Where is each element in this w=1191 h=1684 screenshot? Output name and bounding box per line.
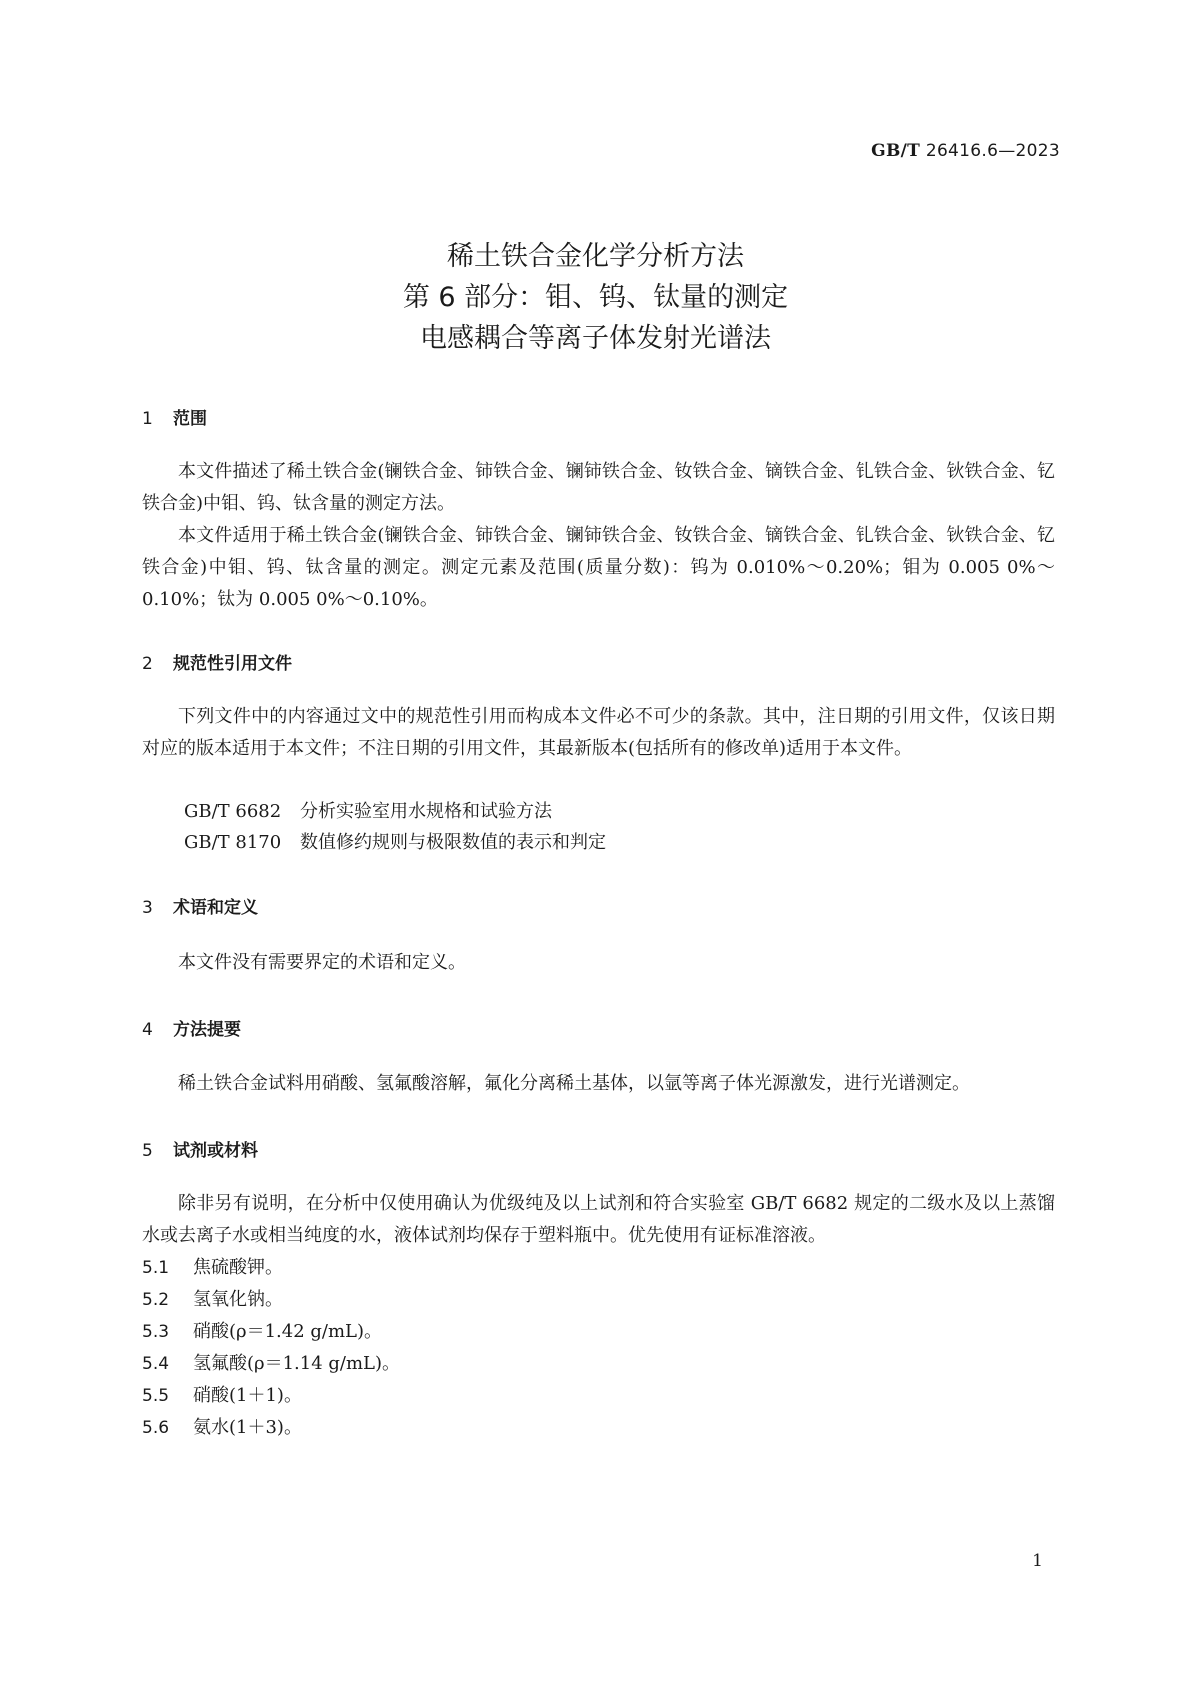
- reagent-item: [142, 1284, 283, 1316]
- section-number: 1: [142, 409, 153, 429]
- standard-prefix: GB/T: [871, 141, 921, 161]
- reagent-item: [142, 1412, 302, 1444]
- reagent-item: [142, 1252, 283, 1284]
- section-heading-normative: [142, 649, 292, 674]
- reference-title: 数值修约规则与极限数值的表示和判定: [300, 832, 606, 853]
- document-title: [0, 236, 1191, 359]
- reference-item: [184, 827, 606, 859]
- reference-item: [184, 796, 552, 828]
- section-number: 3: [142, 898, 153, 918]
- method-paragraph: 稀土铁合金试料用硝酸、氢氟酸溶解，氟化分离稀土基体，以氩等离子体光源激发，进行光谱测定。: [178, 1073, 970, 1094]
- reagent-number: 5.1: [142, 1258, 170, 1278]
- reagent-text: 硝酸(ρ＝1.42 g/mL)。: [193, 1321, 383, 1342]
- reagent-number: 5.3: [142, 1322, 170, 1342]
- section-number: 2: [142, 654, 153, 674]
- reagent-item: [142, 1316, 382, 1348]
- reagent-number: 5.5: [142, 1386, 170, 1406]
- reagent-number: 5.2: [142, 1290, 170, 1310]
- normative-paragraph: 下列文件中的内容通过文中的规范性引用而构成本文件必不可少的条款。其中，注日期的引用文件，仅该日期对应的版本适用于本文件；不注日期的引用文件，其最新版本(包括所有的修改单)适用于本文件。: [142, 706, 1055, 759]
- reagent-text: 氢氧化钠。: [193, 1289, 283, 1310]
- page-number: 1: [1032, 1551, 1043, 1571]
- reagent-number: 5.6: [142, 1418, 170, 1438]
- section-number: 5: [142, 1141, 153, 1161]
- reference-title: 分析实验室用水规格和试验方法: [300, 801, 552, 822]
- title-line-2: 第 6 部分：钼、钨、钛量的测定: [402, 282, 789, 313]
- reagent-item: [142, 1380, 302, 1412]
- reagent-text: 硝酸(1＋1)。: [193, 1385, 302, 1406]
- scope-paragraph-2: 本文件适用于稀土铁合金(镧铁合金、铈铁合金、镧铈铁合金、钕铁合金、镝铁合金、钆铁合金、钬铁合金、钇铁合金)中钼、钨、钛含量的测定。测定元素及范围(质量分数)：钨为 0.010%～0.20%；钼为 0.005 0%～0.10%；钛为 0.005 0%～0.10%。: [142, 525, 1055, 610]
- section-title: 试剂或材料: [173, 1141, 258, 1161]
- section-title: 范围: [173, 409, 207, 429]
- reagents-paragraph: 除非另有说明，在分析中仅使用确认为优级纯及以上试剂和符合实验室 GB/T 6682 规定的二级水及以上蒸馏水或去离子水或相当纯度的水，液体试剂均保存于塑料瓶中。优先使用有证标准溶液。: [142, 1193, 1055, 1246]
- section-heading-reagents: [142, 1136, 258, 1161]
- reagent-text: 氨水(1＋3)。: [193, 1417, 302, 1438]
- section-heading-terms: [142, 893, 258, 918]
- standard-number: [871, 141, 1060, 161]
- standard-code: 26416.6—2023: [925, 141, 1060, 161]
- section-title: 规范性引用文件: [173, 654, 292, 674]
- reagent-number: 5.4: [142, 1354, 170, 1374]
- section-heading-scope: [142, 404, 207, 429]
- reagent-item: [142, 1348, 400, 1380]
- reference-code: GB/T 6682: [184, 801, 282, 822]
- scope-paragraph-1: 本文件描述了稀土铁合金(镧铁合金、铈铁合金、镧铈铁合金、钕铁合金、镝铁合金、钆铁合金、钬铁合金、钇铁合金)中钼、钨、钛含量的测定方法。: [142, 461, 1055, 514]
- section-number: 4: [142, 1020, 153, 1040]
- reagent-text: 焦硫酸钾。: [193, 1257, 283, 1278]
- title-line-1: 稀土铁合金化学分析方法: [447, 241, 744, 272]
- title-line-3: 电感耦合等离子体发射光谱法: [420, 323, 771, 354]
- reference-code: GB/T 8170: [184, 832, 282, 853]
- reagent-text: 氢氟酸(ρ＝1.14 g/mL)。: [193, 1353, 401, 1374]
- section-title: 方法提要: [173, 1020, 241, 1040]
- section-heading-method: [142, 1015, 241, 1040]
- section-title: 术语和定义: [173, 898, 258, 918]
- terms-paragraph: 本文件没有需要界定的术语和定义。: [178, 952, 466, 973]
